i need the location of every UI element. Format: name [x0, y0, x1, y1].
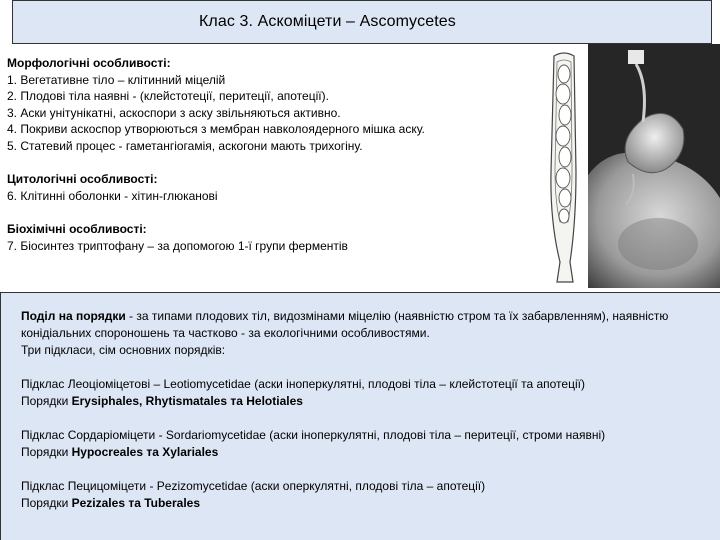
orders-text — [21, 308, 716, 529]
orders-names: Hypocreales та Xylariales — [71, 445, 219, 459]
bio-section — [7, 221, 537, 254]
subclass-desc: Підклас Пецицоміцети - Pezizomycetidae (аски оперкулятні, плодові тіла – апотеції) — [21, 479, 486, 493]
cyto-heading: Цитологічні особливості: — [7, 172, 158, 186]
orders-prefix: Порядки — [21, 496, 72, 510]
orders-names: Erysiphales, Rhytismatales та Helotiales — [71, 394, 303, 408]
ascus-illustration — [540, 52, 588, 287]
subclass-leotiomycetidae — [21, 376, 716, 410]
morph-item: 3. Аски унітунікатні, аскоспори з аску звільняються активно. — [7, 105, 341, 120]
orders-intro-rest: - за типами плодових тіл, видозмінами міцелію (наявністю стром та їх забарвленням), наявністю конідіальних спороношень та частково - за екологічними особливостями. — [21, 309, 669, 340]
orders-prefix: Порядки — [21, 394, 72, 408]
morph-section — [7, 55, 537, 154]
orders-intro-line2: Три підкласи, сім основних порядків: — [21, 343, 226, 357]
orders-intro-bold: Поділ на порядки — [21, 309, 126, 323]
morph-item: 1. Вегетативне тіло – клітинний міцелій — [7, 72, 226, 87]
morph-heading: Морфологічні особливості: — [7, 56, 171, 70]
page-title: Клас 3. Аскоміцети – Ascomycetes — [199, 13, 456, 30]
cyto-section — [7, 171, 537, 204]
morph-item: 2. Плодові тіла наявні - (клейстотеції, перитеції, апотеції). — [7, 89, 329, 103]
subclass-pezizomycetidae — [21, 478, 716, 512]
subclass-desc: Підклас Леоціоміцетові – Leotiomycetidae (аски іноперкулятні, плодові тіла – клейстотеції та апотеції) — [21, 377, 585, 391]
bio-heading: Біохімічні особливості: — [7, 222, 147, 236]
morph-item: 5. Статевий процес - гаметангіогамія, аскогони мають трихогіну. — [7, 138, 363, 153]
bio-item: 7. Біосинтез триптофану – за допомогою 1-ї групи ферментів — [7, 238, 348, 253]
orders-names: Pezizales та Tuberales — [71, 496, 201, 510]
cyto-item: 6. Клітинні оболонки - хітин-глюканові — [7, 188, 218, 203]
cleistothecium-illustration — [588, 44, 720, 288]
subclass-desc: Підклас Сордаріоміцети - Sordariomycetidae (аски іноперкулятні, плодові тіла – перитеції, строми наявні) — [21, 428, 606, 442]
morph-item: 4. Покриви аскоспор утворюються з мембран навколоядерного мішка аску. — [7, 122, 425, 136]
orders-prefix: Порядки — [21, 445, 72, 459]
subclass-sordariomycetidae — [21, 427, 716, 461]
orders-panel — [0, 292, 720, 540]
features-block — [7, 55, 537, 271]
title-banner — [12, 0, 712, 44]
